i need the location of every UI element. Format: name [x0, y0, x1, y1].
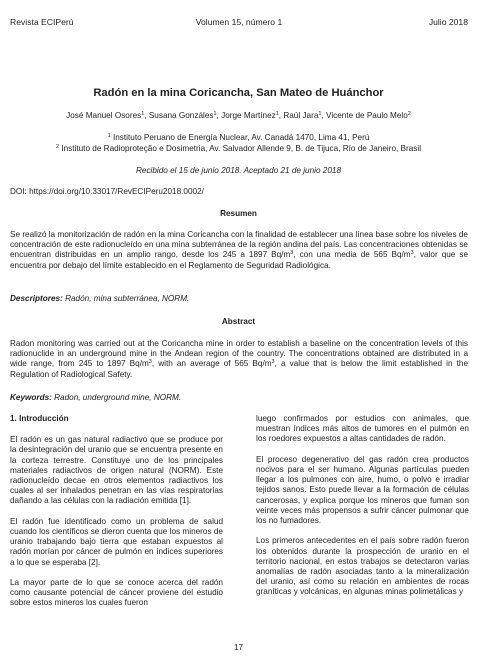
body-paragraph: El proceso degenerativo del gas radón crea productos nocivos para el ser humano. Algunas partículas pueden llegar a los pulmones con aire, humo, o polvo e irradiar tejidos sanos. Esto puede llevar a la formación de células cancerosas, y explica porque los mineros que fuman son veinte veces más propensos a sufrir cáncer pulmonar que los no fumadores.	[256, 454, 469, 526]
author-name: Raúl Jara	[283, 111, 319, 120]
abstract-part: Radon monitoring was carried out at the Coricancha mine in order to establish a baseline on the concentration levels of this radionuclide in an underground mine in the Andean region of the country. The concentrations obtained are distributed in a wide range, from 245 to 1897 Bq/m	[10, 339, 468, 369]
descriptores-text: Radón, mina subterránea, NORM.	[62, 294, 190, 303]
author-aff: 1	[141, 111, 145, 117]
doi-link[interactable]: DOI: https://doi.org/10.33017/RevECIPeru2018.0002/	[10, 187, 204, 196]
received-accepted-dates: Recibido el 15 de junio 2018. Aceptado 21 de junio 2018	[136, 166, 341, 175]
author-name: Vicente de Paulo Melo	[326, 111, 408, 120]
resumen-part: , con una media de 565 Bq/m	[293, 250, 411, 260]
keywords-label: Keywords:	[10, 393, 52, 402]
resumen-part: Se realizó la monitorización de radón en la mina Coricancha con la finalidad de establecer una línea base sobre los niveles de concentración de este radionucleído en una mina subterránea de la región andina del país. Las concentraciones obtenidas se encuentran distribuidas en un amplio rango, desde los 245 a 1897 Bq/m	[10, 230, 468, 260]
page-number: 17	[233, 643, 244, 652]
author-list: José Manuel Osores$^1$, Susana Gonzáles$^1$, Jorge Martínez$^1$, Raúl Jara$^1$, Vicente de Paulo Melo$^2$	[66, 111, 411, 120]
author-aff: 1	[213, 111, 217, 117]
affiliation-number: 1	[107, 133, 111, 139]
affiliation-text: Instituto de Radioproteção e Dosimetria, Av. Salvador Allende 9, B. de Tijuca, Río de Janeiro, Brasil	[61, 144, 422, 153]
body-paragraph: La mayor parte de lo que se conoce acerca del radón como causante potencial de cáncer proviene del estudio sobre estos mineros los cuales fueron	[10, 578, 223, 608]
author-aff: 2	[407, 111, 411, 117]
superscript: 3	[410, 250, 414, 257]
resumen-part: , valor que se encuentra por debajo del límite establecido en el Reglamento de Seguridad Radiológica.	[10, 250, 468, 270]
journal-name: Revista ECIPerú	[10, 17, 74, 27]
author-name: Susana Gonzáles	[148, 111, 214, 120]
left-column	[10, 414, 223, 619]
right-column	[256, 414, 469, 608]
affiliation	[0, 133, 477, 142]
author-name: José Manuel Osores	[66, 111, 142, 120]
keywords-text: Radon, underground mine, NORM.	[51, 393, 182, 402]
issue-date: Julio 2018	[428, 17, 468, 27]
author-aff: 1	[318, 111, 322, 117]
resumen-heading: Resumen	[220, 209, 257, 218]
descriptores	[10, 294, 189, 303]
body-paragraph: El radón es un gas natural radiactivo que se produce por la desintegración del uranio que se encuentra presente en la corteza terrestre. Constituye uno de los principales materiales radiactivos de origen natural (NORM). Este radionucleído decae en otros elementos radiactivos los cuales al ser inhalados penetran en las vías respiratorias dañando a las células con la radiación emitida [1].	[10, 435, 223, 506]
body-paragraph: Los primeros antecedentes en el país sobre radón fueron los obtenidos durante la prospección de uranio en el territorio nacional, en estos trabajos se detectaron varias anomalías de radón asociadas tanto a la mineralización del uranio, así como su relación en ambientes de rocas graníticas y volcánicas, en algunas minas polimetálicas y	[256, 536, 469, 597]
abstract-part: , a value that is below the limit established in the Regulation of Radiological Safety.	[10, 359, 468, 379]
resumen-text	[10, 230, 468, 271]
author-aff: 1	[275, 111, 279, 117]
descriptores-label: Descriptores:	[10, 294, 63, 303]
keywords	[10, 393, 181, 402]
abstract-part: , with an average of 565 Bq/m	[151, 359, 272, 369]
abstract-heading: Abstract	[221, 317, 256, 326]
superscript: 3	[271, 359, 275, 366]
author-name: Jorge Martínez	[221, 111, 276, 120]
superscript: 3	[290, 250, 294, 257]
abstract-text	[10, 339, 468, 380]
body-paragraph: luego confirmados por estudios con animales, que muestran índices más altos de tumores en el pulmón en los roedores expuestos a altas cantidades de radón.	[256, 414, 469, 444]
body-paragraph: El radón fue identificado como un problema de salud cuando los científicos se dieron cuenta que los mineros de uranio trabajando bajo tierra que estaban expuestos al radón morían por cáncer de pulmón en índices superiores a lo que se esperaba [2].	[10, 516, 223, 567]
paper-title: Radón en la mina Coricancha, San Mateo de Huánchor	[93, 87, 384, 99]
affiliation-text: Instituto Peruano de Energía Nuclear, Av. Canadá 1470, Lima 41, Perú	[112, 133, 370, 142]
section-heading: 1. Introducción	[10, 414, 69, 423]
affiliation	[0, 144, 477, 153]
superscript: 3	[148, 359, 152, 366]
affiliation-number: 2	[55, 144, 60, 150]
volume-info: Volumen 15, número 1	[195, 17, 283, 27]
